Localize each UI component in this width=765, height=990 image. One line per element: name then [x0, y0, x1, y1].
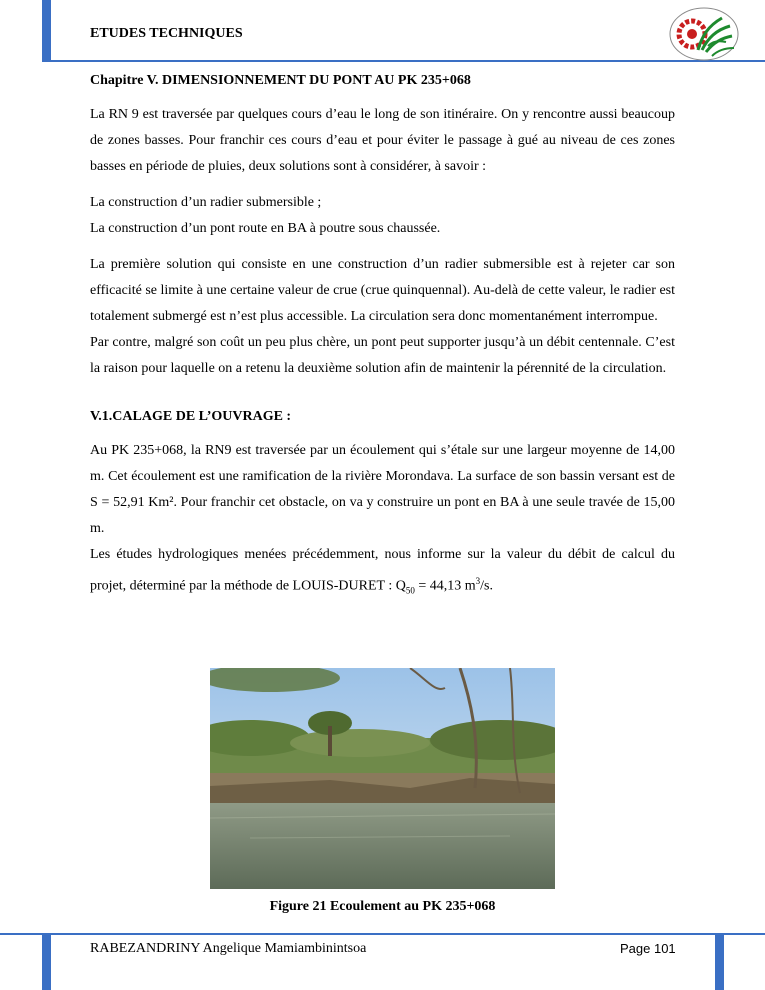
figure-photo-watercourse [210, 668, 555, 889]
footer-rule [0, 933, 765, 935]
footer-left-bar [42, 933, 51, 990]
chapter-heading: Chapitre V. DIMENSIONNEMENT DU PONT AU PK 235+068 [90, 73, 471, 88]
institution-logo [668, 6, 740, 62]
header-rule [42, 60, 765, 62]
paragraph-first-solution: La première solution qui consiste en une construction d’un radier submersible est à rejeter car son efficacité se limite à une certaine valeur de crue (crue quinquennal). Au-delà de cette valeur, le radier est totalement submergé est n’est plus accessible. La circulation sera donc momentanément interrompue. [90, 257, 675, 324]
footer-right-bar [715, 933, 724, 990]
figure-caption: Figure 21 Ecoulement au PK 235+068 [269, 899, 496, 914]
paragraph-second-solution: Par contre, malgré son coût un peu plus chère, un pont peut supporter jusqu’à un débit centennale. C’est la raison pour laquelle on a retenu la deuxième solution afin de maintenir la pérennité de la circulation. [90, 335, 675, 376]
header-left-bar [42, 0, 51, 60]
option-item-2: La construction d’un pont route en BA à poutre sous chaussée. [90, 221, 441, 236]
section-paragraph-2: Les études hydrologiques menées précédemment, nous informe sur la valeur du débit de calcul du projet, déterminé par la méthode de LOUIS-DURET : $Q_{50} = 44,13$ $m^3/s$. [90, 547, 675, 596]
intro-paragraph: La RN 9 est traversée par quelques cours d’eau le long de son itinéraire. On y rencontre aussi beaucoup de zones basses. Pour franchir ces cours d’eau et pour éviter le passage à gué au niveau de ces zones basses en période de pluies, deux solutions sont à considérer, à savoir : [90, 107, 675, 174]
section-paragraph-1: Au PK 235+068, la RN9 est traversée par un écoulement qui s’étale sur une largeur moyenne de 14,00 m. Cet écoulement est une ramification de la rivière Morondava. La surface de son bassin versant est de S = 52,91 Km². Pour franchir cet obstacle, on va y construire un pont en BA à une seule travée de 15,00 m. [90, 443, 675, 536]
header-title: ETUDES TECHNIQUES [90, 26, 243, 41]
option-item-1: La construction d’un radier submersible ; [90, 195, 322, 210]
section-heading: V.1.CALAGE DE L’OUVRAGE : [90, 409, 292, 424]
page-body [90, 68, 675, 603]
footer-author: RABEZANDRINY Angelique Mamiambinintsoa [90, 941, 367, 956]
footer-page-number: Page 101 [620, 941, 676, 956]
